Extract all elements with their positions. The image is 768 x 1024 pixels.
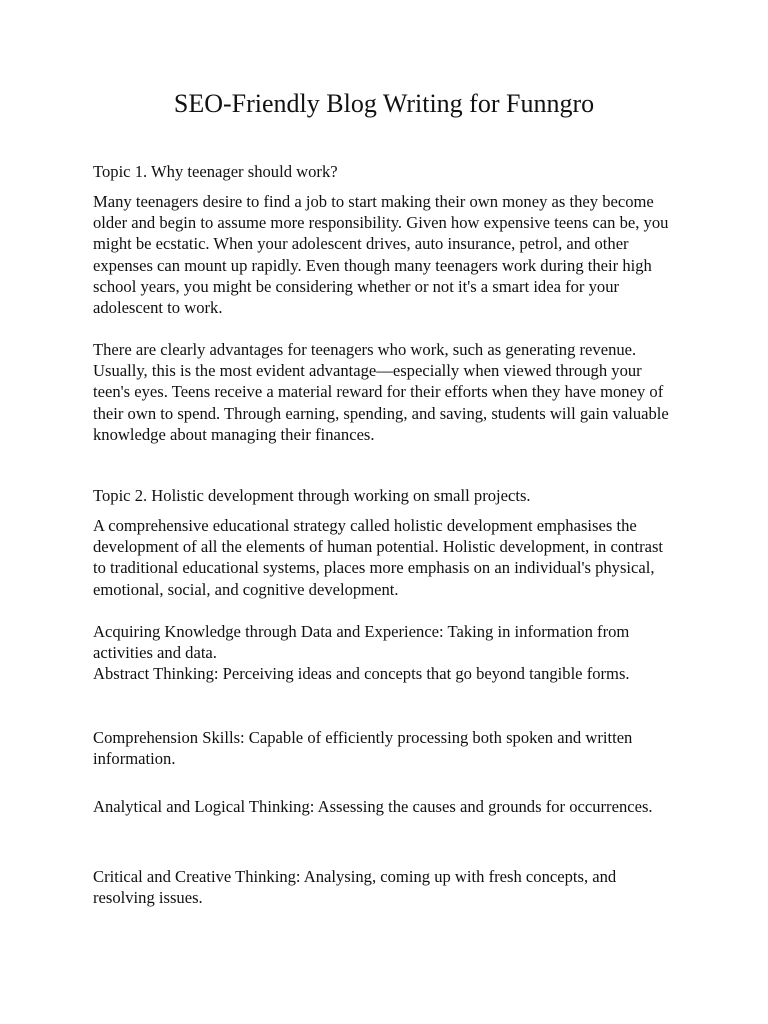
document-title: SEO-Friendly Blog Writing for Funngro <box>173 89 595 118</box>
topic-2-paragraph-5: Analytical and Logical Thinking: Assessing the causes and grounds for occurrences. <box>93 797 653 816</box>
topic-2-paragraph-6: Critical and Creative Thinking: Analysing, coming up with fresh concepts, and resolving issues. <box>93 867 617 908</box>
topic-1-paragraph-1: Many teenagers desire to find a job to start making their own money as they become older and begin to assume more responsibility. Given how expensive teens can be, you might be ecstatic. When your adolescent drives, auto insurance, petrol, and other expenses can mount up rapidly. Even though many teenagers work during their high school years, you might be considering whether or not it's a smart idea for your adolescent to work. <box>93 192 669 318</box>
topic-1-heading: Topic 1. Why teenager should work? <box>93 162 338 181</box>
topic-2-paragraph-1: A comprehensive educational strategy called holistic development emphasises the development of all the elements of human potential. Holistic development, in contrast to traditional educational systems, places more emphasis on an individual's physical, emotional, social, and cognitive development. <box>93 516 664 599</box>
topic-2-paragraph-2: Acquiring Knowledge through Data and Experience: Taking in information from activities and data. <box>93 622 630 663</box>
topic-2-paragraph-4: Comprehension Skills: Capable of efficiently processing both spoken and written information. <box>93 728 633 769</box>
topic-2-heading: Topic 2. Holistic development through working on small projects. <box>93 486 531 505</box>
topic-2-paragraph-3: Abstract Thinking: Perceiving ideas and concepts that go beyond tangible forms. <box>93 664 630 683</box>
topic-1-paragraph-2: There are clearly advantages for teenagers who work, such as generating revenue. Usually, this is the most evident advantage—especially when viewed through your teen's eyes. Teens receive a material reward for their efforts when they have money of their own to spend. Through earning, spending, and saving, students will gain valuable knowledge about managing their finances. <box>93 340 669 444</box>
